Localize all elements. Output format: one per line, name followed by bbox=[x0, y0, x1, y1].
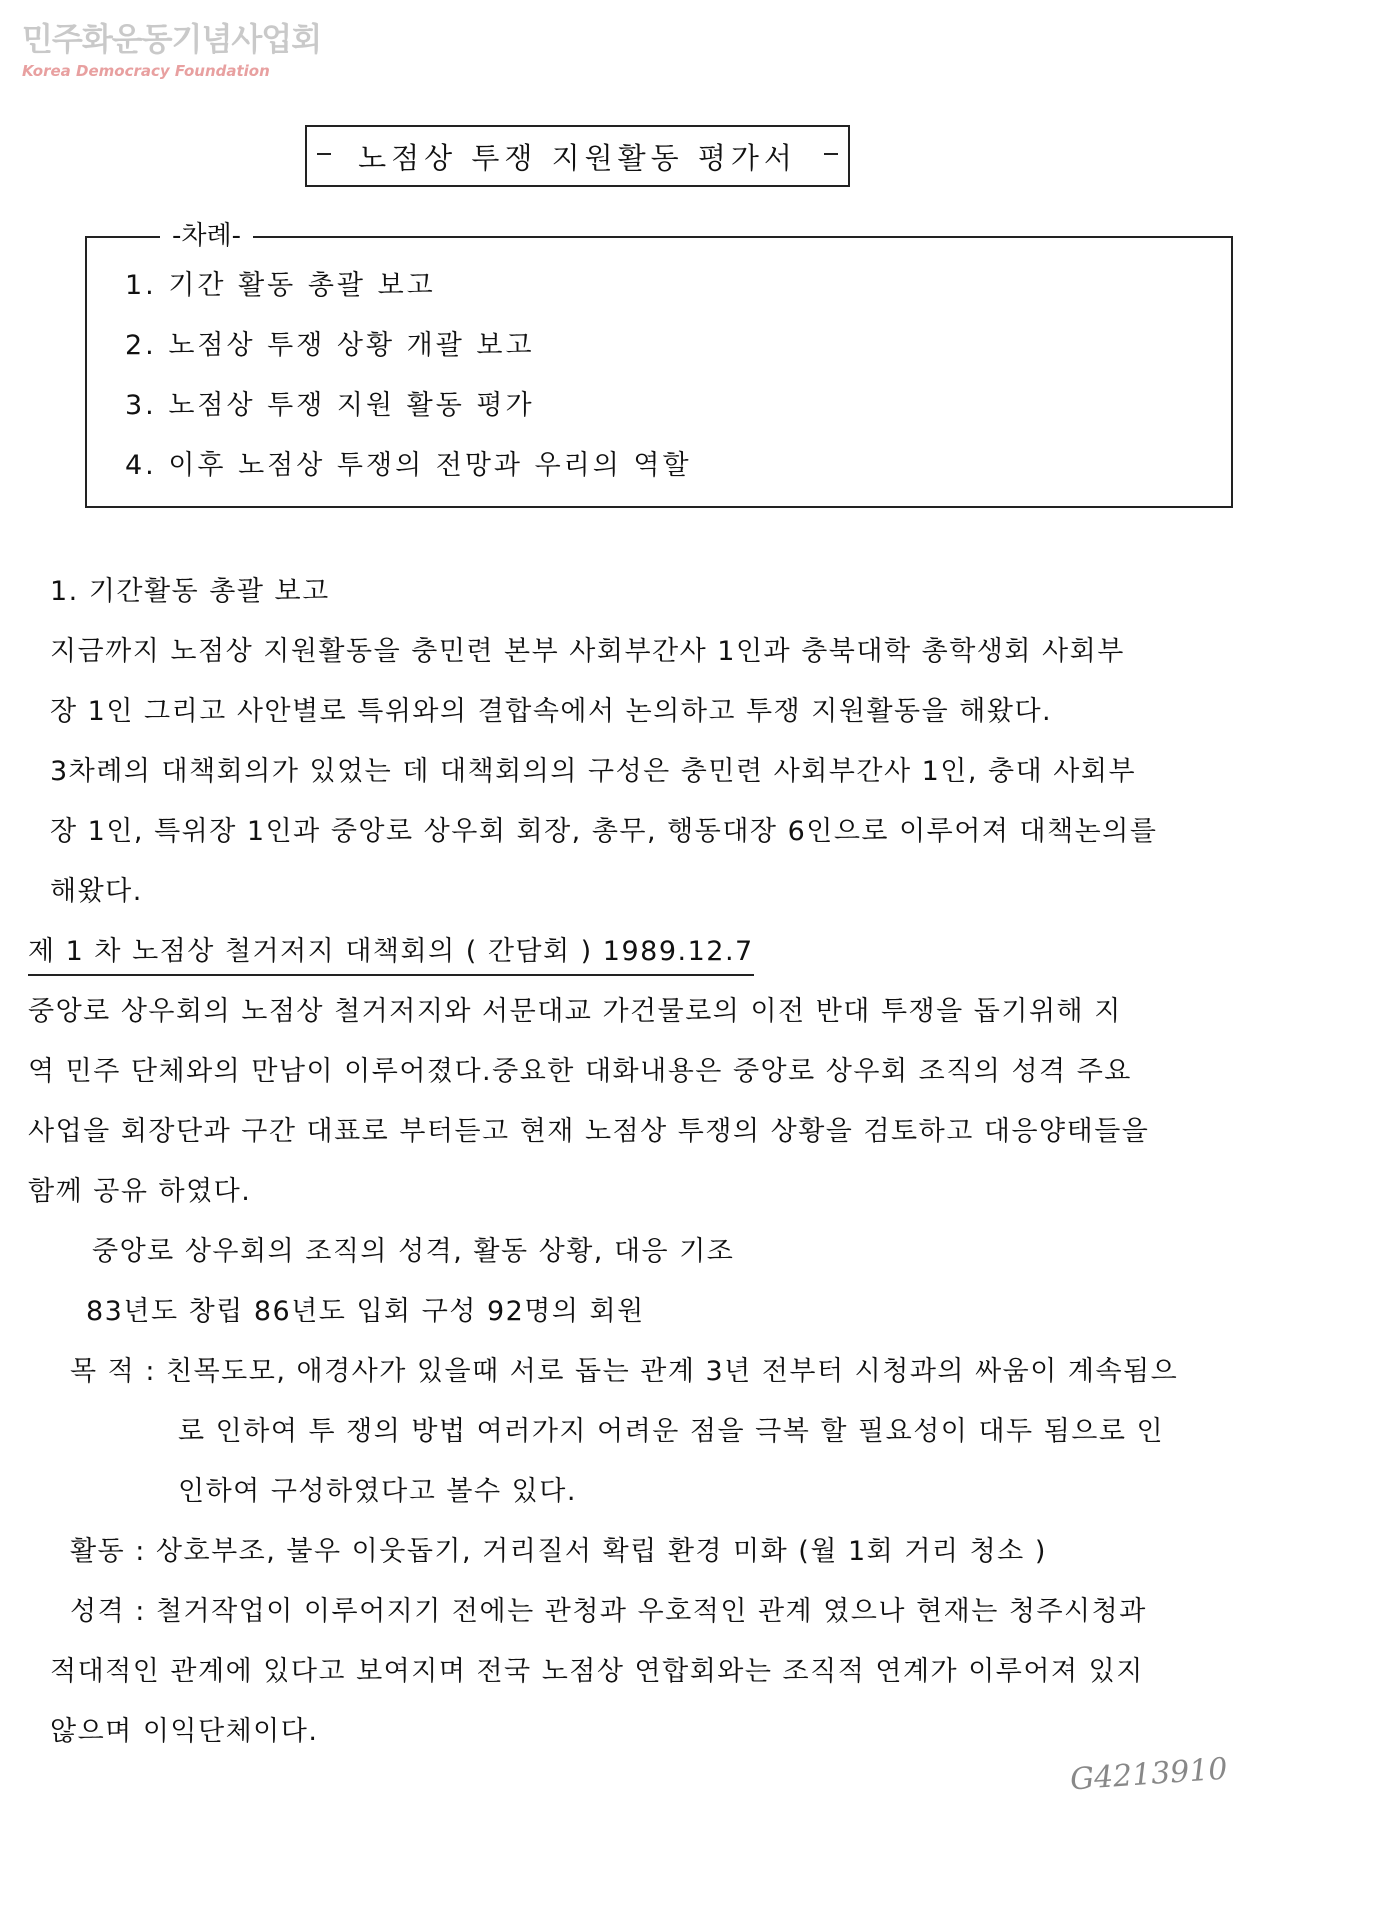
document-title: 노점상 투쟁 지원활동 평가서 bbox=[358, 140, 797, 175]
archive-stamp: G4213910 bbox=[1068, 1751, 1229, 1798]
section1-line: 지금까지 노점상 지원활동을 충민련 본부 사회부간사 1인과 충북대학 총학생회 사회부 bbox=[50, 636, 1125, 667]
watermark-logo bbox=[22, 14, 321, 80]
watermark-english: Korea Democracy Foundation bbox=[22, 62, 270, 80]
org-heading: 중앙로 상우회의 조직의 성격, 활동 상황, 대응 기조 bbox=[92, 1236, 735, 1267]
org-founding: 83년도 창립 86년도 입회 구성 92명의 회원 bbox=[86, 1296, 645, 1327]
meeting1-line: 사업을 회장단과 구간 대표로 부터듣고 현재 노점상 투쟁의 상황을 검토하고 대응양태들을 bbox=[28, 1116, 1150, 1147]
toc-item: 2. 노점상 투쟁 상황 개괄 보고 bbox=[125, 330, 535, 361]
meeting1-line: 함께 공유 하였다. bbox=[28, 1176, 252, 1207]
toc-item: 3. 노점상 투쟁 지원 활동 평가 bbox=[125, 390, 535, 421]
org-purpose-line: 인하여 구성하였다고 볼수 있다. bbox=[178, 1476, 577, 1507]
section1-line: 3차례의 대책회의가 있었는 데 대책회의의 구성은 충민련 사회부간사 1인, 충대 사회부 bbox=[50, 756, 1137, 787]
toc-item: 4. 이후 노점상 투쟁의 전망과 우리의 역할 bbox=[125, 450, 692, 481]
title-dash-right bbox=[824, 153, 838, 155]
section1-line: 장 1인, 특위장 1인과 중앙로 상우회 회장, 총무, 행동대장 6인으로 이루어져 대책논의를 bbox=[50, 816, 1158, 847]
org-character-line: 성격 : 철거작업이 이루어지기 전에는 관청과 우호적인 관계 였으나 현재는 청주시청과 bbox=[70, 1596, 1147, 1627]
meeting1-line: 역 민주 단체와의 만남이 이루어졌다.중요한 대화내용은 중앙로 상우회 조직의 성격 주요 bbox=[28, 1056, 1132, 1087]
org-character-line: 적대적인 관계에 있다고 보여지며 전국 노점상 연합회와는 조직적 연계가 이루어져 있지 bbox=[50, 1656, 1144, 1687]
section1-line: 해왔다. bbox=[50, 876, 143, 907]
bleed-through-marks: ᅟ bbox=[580, 344, 600, 368]
org-activity: 활동 : 상호부조, 불우 이웃돕기, 거리질서 확립 환경 미화 (월 1회 거리 청소 ) bbox=[70, 1536, 1047, 1567]
toc-list bbox=[125, 266, 692, 506]
title-dash-left bbox=[317, 153, 331, 155]
toc-item: 1. 기간 활동 총괄 보고 bbox=[125, 270, 436, 301]
section1-line: 장 1인 그리고 사안별로 특위와의 결합속에서 논의하고 투쟁 지원활동을 해왔다. bbox=[50, 696, 1053, 727]
org-purpose-line: 로 인하여 투 쟁의 방법 여러가지 어려운 점을 극복 할 필요성이 대두 됨으로 인 bbox=[178, 1416, 1165, 1447]
section1-heading: 1. 기간활동 총괄 보고 bbox=[50, 576, 330, 607]
org-purpose-line: 목 적 : 친목도모, 애경사가 있을때 서로 돕는 관계 3년 전부터 시청과의 싸움이 계속됨으 bbox=[70, 1356, 1179, 1387]
meeting1-line: 중앙로 상우회의 노점상 철거저지와 서문대교 가건물로의 이전 반대 투쟁을 돕기위해 지 bbox=[28, 996, 1122, 1027]
watermark-korean: 민주화운동기념사업회 bbox=[22, 20, 322, 58]
org-character-line: 않으며 이익단체이다. bbox=[50, 1716, 319, 1747]
meeting1-heading: 제 1 차 노점상 철거저지 대책회의 ( 간담회 ) 1989.12.7 bbox=[28, 932, 754, 976]
document-title-box bbox=[305, 125, 850, 187]
toc-heading: -차례- bbox=[160, 216, 253, 256]
